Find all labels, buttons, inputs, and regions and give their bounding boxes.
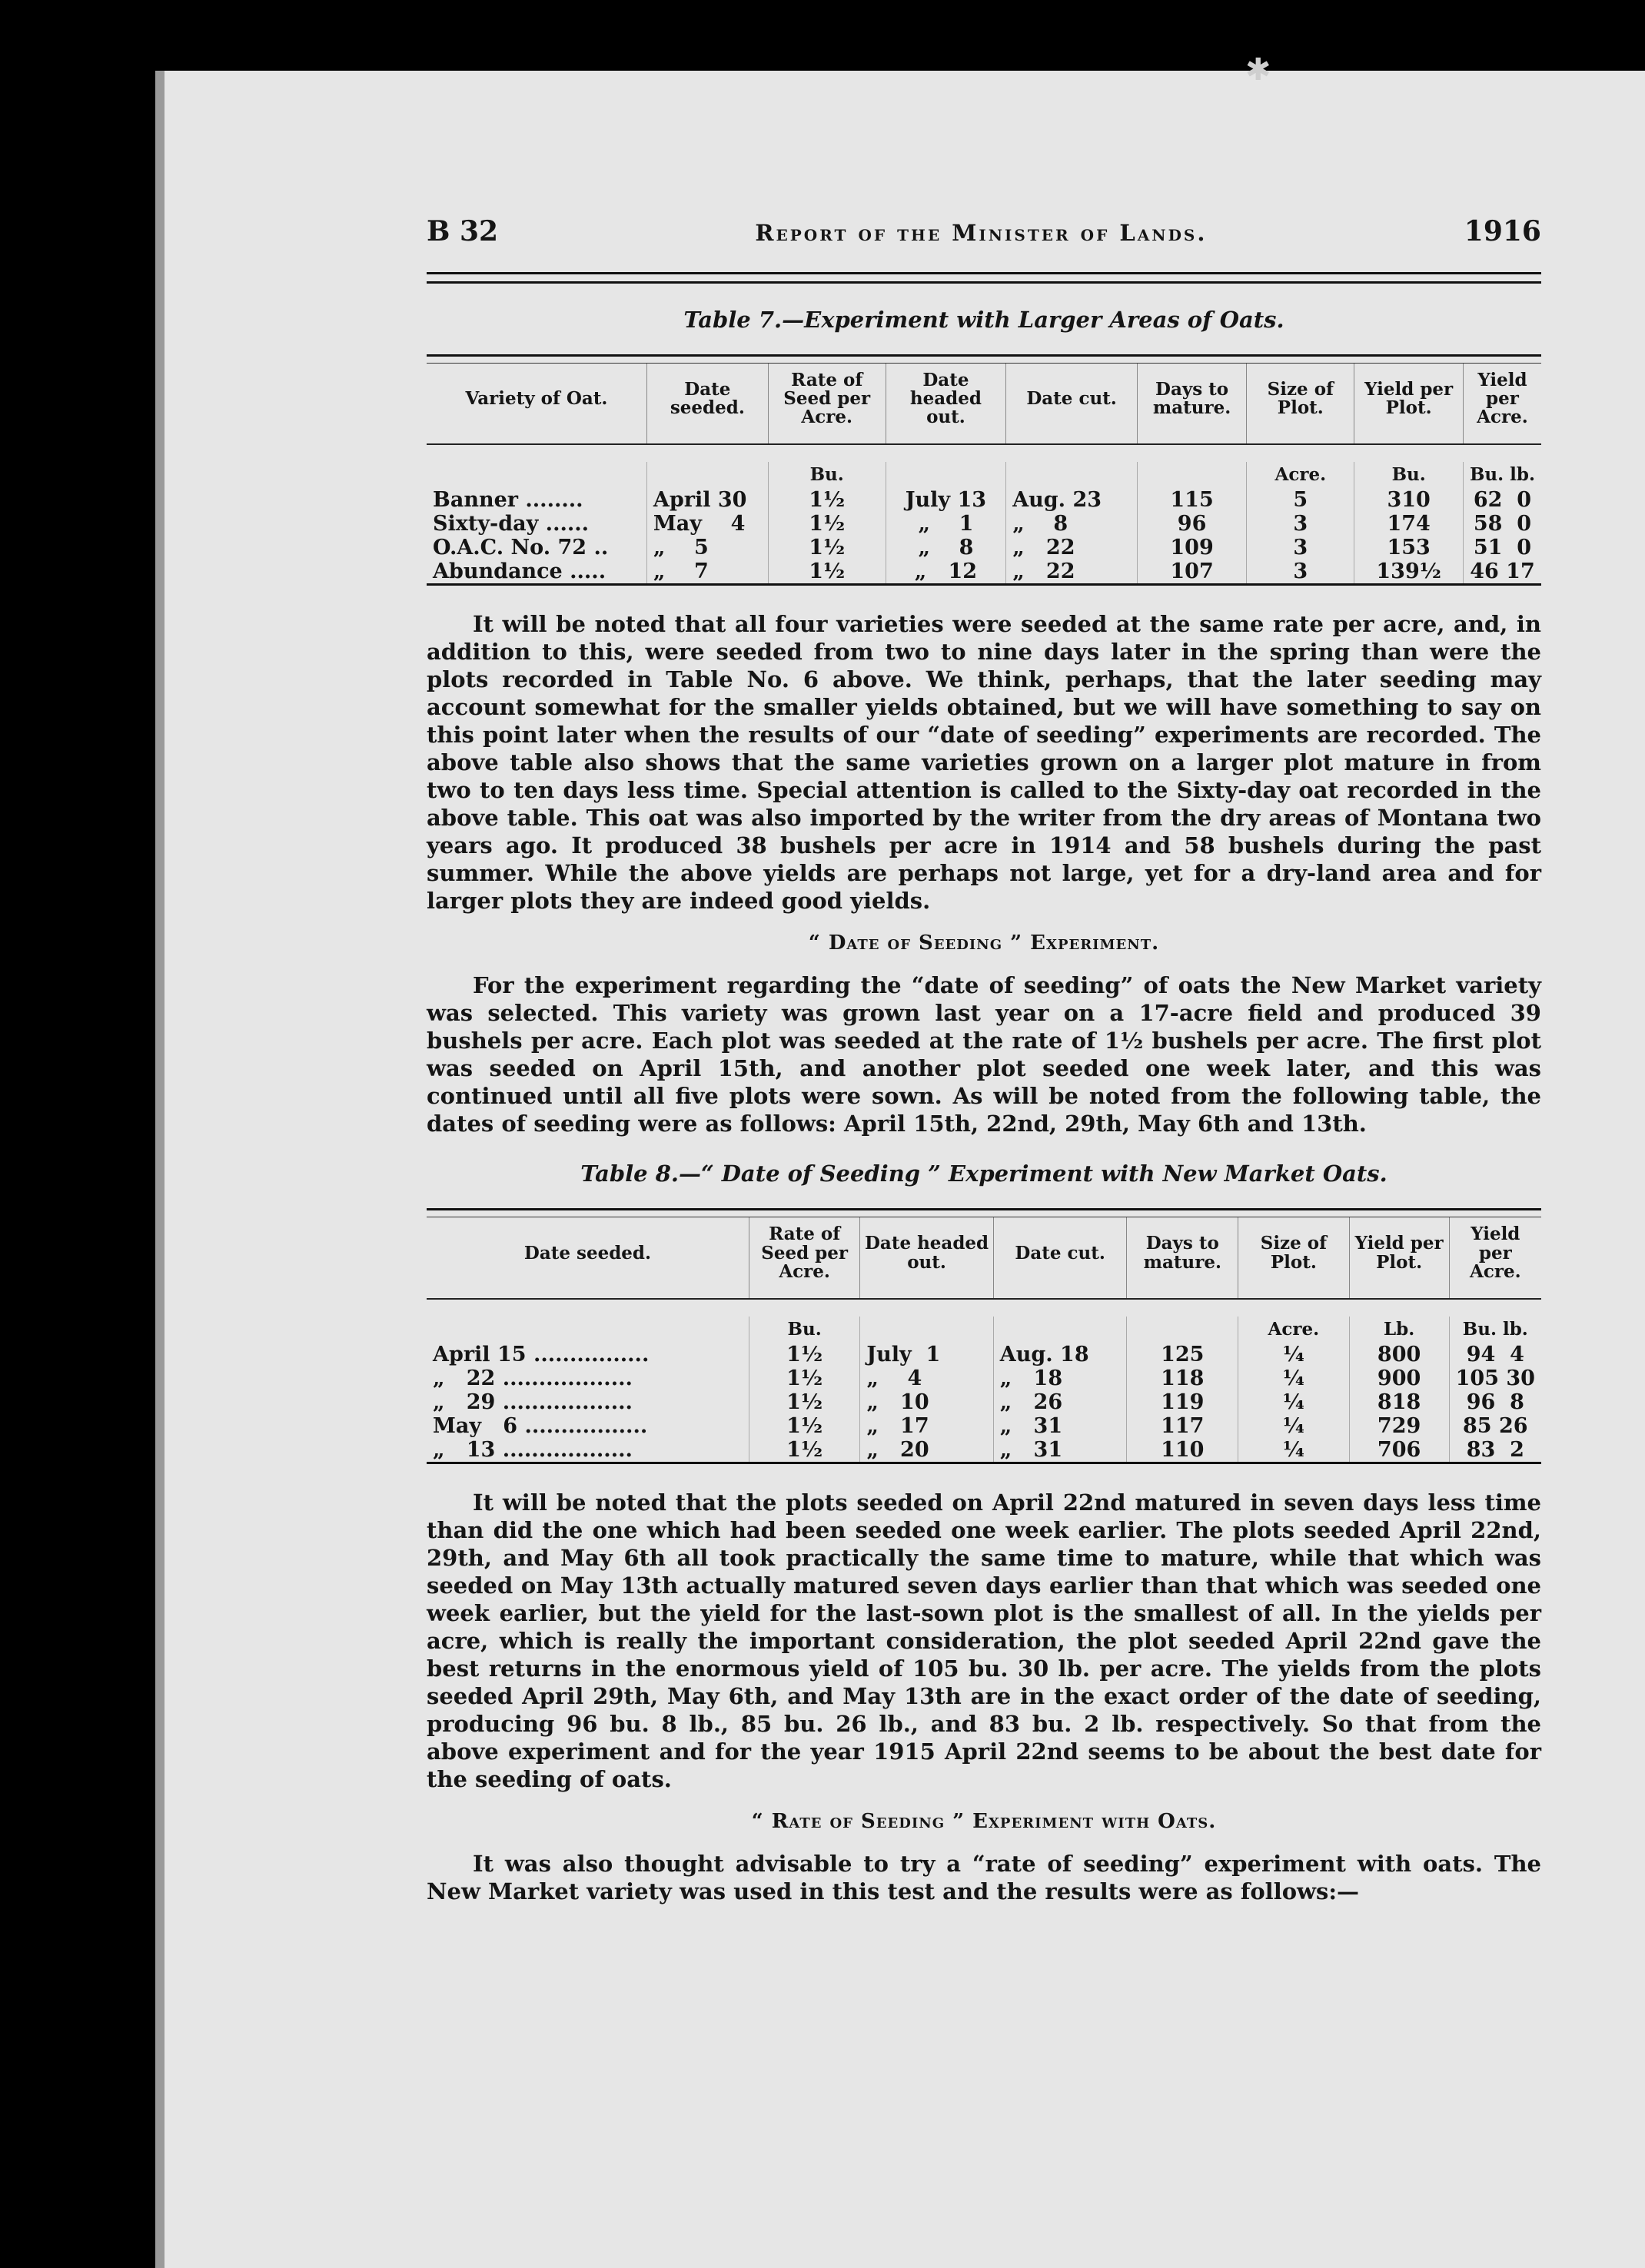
table-cell: 96 [1137,512,1246,536]
table-cell: „ 22 [1006,536,1138,560]
table-cell: 117 [1127,1414,1238,1438]
table-cell: ¼ [1238,1438,1349,1463]
table-cell: 125 [1127,1343,1238,1366]
table-cell: Banner ........ [433,488,583,513]
table-cell: May 6 ................. [433,1413,648,1438]
table-cell: 96 8 [1449,1390,1541,1414]
table-cell: „ 17 [860,1414,993,1438]
table-row [427,1438,1541,1463]
table-cell: 900 [1349,1366,1449,1390]
table-cell: 139½ [1354,560,1464,585]
table-cell: 1½ [768,536,886,560]
table-cell: 51 0 [1463,536,1541,560]
table-cell: 85 26 [1449,1414,1541,1438]
table-cell: 62 0 [1463,488,1541,512]
table-row [427,536,1541,560]
table-cell: 3 [1247,560,1354,585]
table-cell: „ 31 [993,1438,1127,1463]
table-cell: O.A.C. No. 72 .. [433,536,609,560]
unit-cell: Bu. lb. [1449,1317,1541,1343]
column-header: Rate of Seed per Acre. [768,364,886,445]
paper-speck: ✱ [1245,52,1271,88]
unit-cell: Bu. [749,1317,859,1343]
table-cell: July 1 [860,1343,993,1366]
unit-cell: Bu. [1354,462,1464,488]
table-cell: 118 [1127,1366,1238,1390]
table-cell: 1½ [768,488,886,512]
table-row [427,1343,1541,1366]
paragraph-3: It will be noted that the plots seeded on April 22nd matured in seven days less time than did the one which had been seeded one week earlier. The plots seeded April 22nd, 29th, and May 6th all took practically the same time to mature, while that which was seeded on May 13th actually matured seven days earlier than that which was seeded one week earlier, but the yield for the last-sown plot is the smallest of all. In the yields per acre, which is really the important consideration, the plot seeded April 22nd gave the best returns in the enormous yield of 105 bu. 30 lb. per acre. The yields from the plots seeded April 29th, May 6th, and May 13th are in the exact order of the date of seeding, producing 96 bu. 8 lb., 85 bu. 26 lb., and 83 bu. 2 lb. respectively. So that from the above experiment and for the year 1915 April 22nd seems to be about the best date for the seeding of oats. [427,1489,1541,1792]
heading-rate-of-seeding: “ Rate of Seeding ” Experiment with Oats. [751,1809,1217,1833]
unit-cell: Lb. [1349,1317,1449,1343]
table-cell: „ 22 .................. [433,1366,633,1390]
table-row [427,560,1541,585]
table7-caption: Table 7.—Experiment with Larger Areas of Oats. [683,307,1284,333]
table-cell: April 30 [646,488,768,512]
table-cell: 729 [1349,1414,1449,1438]
table-cell: 1½ [749,1390,859,1414]
table-cell: Abundance ..... [433,560,606,584]
page-label: B 32 [427,215,499,247]
column-header: Rate of Seed per Acre. [749,1217,859,1299]
heading-date-of-seeding: “ Date of Seeding ” Experiment. [808,931,1160,955]
table-cell: „ 20 [860,1438,993,1463]
table-cell: 3 [1247,536,1354,560]
table-cell: 310 [1354,488,1464,512]
column-header: Yield per Plot. [1354,364,1464,445]
table-cell: „ 8 [1006,512,1138,536]
column-header: Size of Plot. [1247,364,1354,445]
table-cell: Sixty-day ...... [433,512,590,536]
table-cell: 5 [1247,488,1354,512]
paragraph-4: It was also thought advisable to try a “rate of seeding” experiment with oats. The New Market variety was used in this test and the results were as follows:— [427,1850,1541,1904]
table-cell: July 13 [886,488,1006,512]
table-cell: 119 [1127,1390,1238,1414]
table7 [427,354,1541,589]
unit-cell: Acre. [1247,462,1354,488]
table-cell: 1½ [749,1343,859,1366]
column-header: Date headed out. [886,364,1006,445]
column-header: Date headed out. [860,1217,993,1299]
column-header: Yield per Plot. [1349,1217,1449,1299]
table-cell: „ 8 [886,536,1006,560]
column-header: Yield per Acre. [1463,364,1541,445]
table-cell: „ 12 [886,560,1006,585]
report-title: Report of the Minister of Lands. [755,220,1208,246]
table-cell: 115 [1137,488,1246,512]
table-cell: 94 4 [1449,1343,1541,1366]
table-cell: 58 0 [1463,512,1541,536]
paragraph-2: For the experiment regarding the “date of seeding” of oats the New Market variety was selected. This variety was grown last year on a 17-acre field and produced 39 bushels per acre. Each plot was seeded at the rate of 1½ bushels per acre. The first plot was seeded on April 15th, and another plot seeded one week later, and this was continued until all five plots were sown. As will be noted from the following table, the dates of seeding were as follows: April 15th, 22nd, 29th, May 6th and 13th. [427,972,1541,1137]
unit-cell: Bu. [768,462,886,488]
table-cell: „ 4 [860,1366,993,1390]
table-cell: „ 31 [993,1414,1127,1438]
column-header: Size of Plot. [1238,1217,1349,1299]
table-cell: 1½ [749,1414,859,1438]
table-cell: 1½ [749,1366,859,1390]
table-cell: 83 2 [1449,1438,1541,1463]
paragraph-1: It will be noted that all four varieties were seeded at the same rate per acre, and, in addition to this, were seeded from two to nine days later in the spring than were the plots recorded in Table No. 6 above. We think, perhaps, that the later seeding may account somewhat for the smaller yields obtained, but we will have something to say on this point later when the results of our “date of seeding” experiments are recorded. The above table also shows that the same varieties grown on a larger plot mature in from two to ten days less time. Special attention is called to the Sixty-day oat recorded in the above table. This oat was also imported by the writer from the dry areas of Montana two years ago. It produced 38 bushels per acre in 1914 and 58 bushels during the past summer. While the above yields are perhaps not large, yet for a dry-land area and for larger plots they are indeed good yields. [427,611,1541,915]
table-cell: „ 7 [646,560,768,585]
table-cell: ¼ [1238,1414,1349,1438]
unit-cell: Acre. [1238,1317,1349,1343]
table-row [427,1414,1541,1438]
column-header: Yield per Acre. [1449,1217,1541,1299]
table-cell: April 15 ................ [433,1342,650,1366]
table-cell: „ 26 [993,1390,1127,1414]
table-cell: 706 [1349,1438,1449,1463]
column-header: Date cut. [1006,364,1138,445]
table-cell: 1½ [768,512,886,536]
table-cell: „ 22 [1006,560,1138,585]
table-cell: 110 [1127,1438,1238,1463]
table-row [427,488,1541,512]
table-cell: ¼ [1238,1343,1349,1366]
column-header: Days to mature. [1137,364,1246,445]
table-cell: 3 [1247,512,1354,536]
table-cell: May 4 [646,512,768,536]
table-cell: Aug. 23 [1006,488,1138,512]
table-cell: Aug. 18 [993,1343,1127,1366]
table-cell: „ 13 .................. [433,1437,633,1462]
page-header [427,215,1541,258]
table-cell: ¼ [1238,1366,1349,1390]
table-cell: 1½ [749,1438,859,1463]
header-double-rule [427,272,1541,284]
table-cell: „ 18 [993,1366,1127,1390]
table-row [427,512,1541,536]
unit-cell: Bu. lb. [1463,462,1541,488]
table-cell: 107 [1137,560,1246,585]
table8 [427,1208,1541,1466]
table8-caption: Table 8.—“ Date of Seeding ” Experiment with New Market Oats. [580,1161,1387,1187]
table-cell: „ 5 [646,536,768,560]
report-year: 1916 [1464,215,1541,247]
table-cell: „ 29 .................. [433,1390,633,1414]
table-row [427,1366,1541,1390]
table-cell: 800 [1349,1343,1449,1366]
table8-units-row [427,1317,1541,1343]
table-row [427,1390,1541,1414]
column-header: Date seeded. [523,1242,652,1264]
table-cell: ¼ [1238,1390,1349,1414]
table-cell: 153 [1354,536,1464,560]
table-cell: 818 [1349,1390,1449,1414]
table-cell: „ 10 [860,1390,993,1414]
table-cell: 105 30 [1449,1366,1541,1390]
column-header: Variety of Oat. [465,388,608,410]
page-content [427,215,1541,1905]
table-cell: 109 [1137,536,1246,560]
table7-units-row [427,462,1541,488]
column-header: Date cut. [993,1217,1127,1299]
table-cell: 1½ [768,560,886,585]
column-header: Date seeded. [646,364,768,445]
table-cell: „ 1 [886,512,1006,536]
column-header: Days to mature. [1127,1217,1238,1299]
table-cell: 174 [1354,512,1464,536]
table-cell: 46 17 [1463,560,1541,585]
